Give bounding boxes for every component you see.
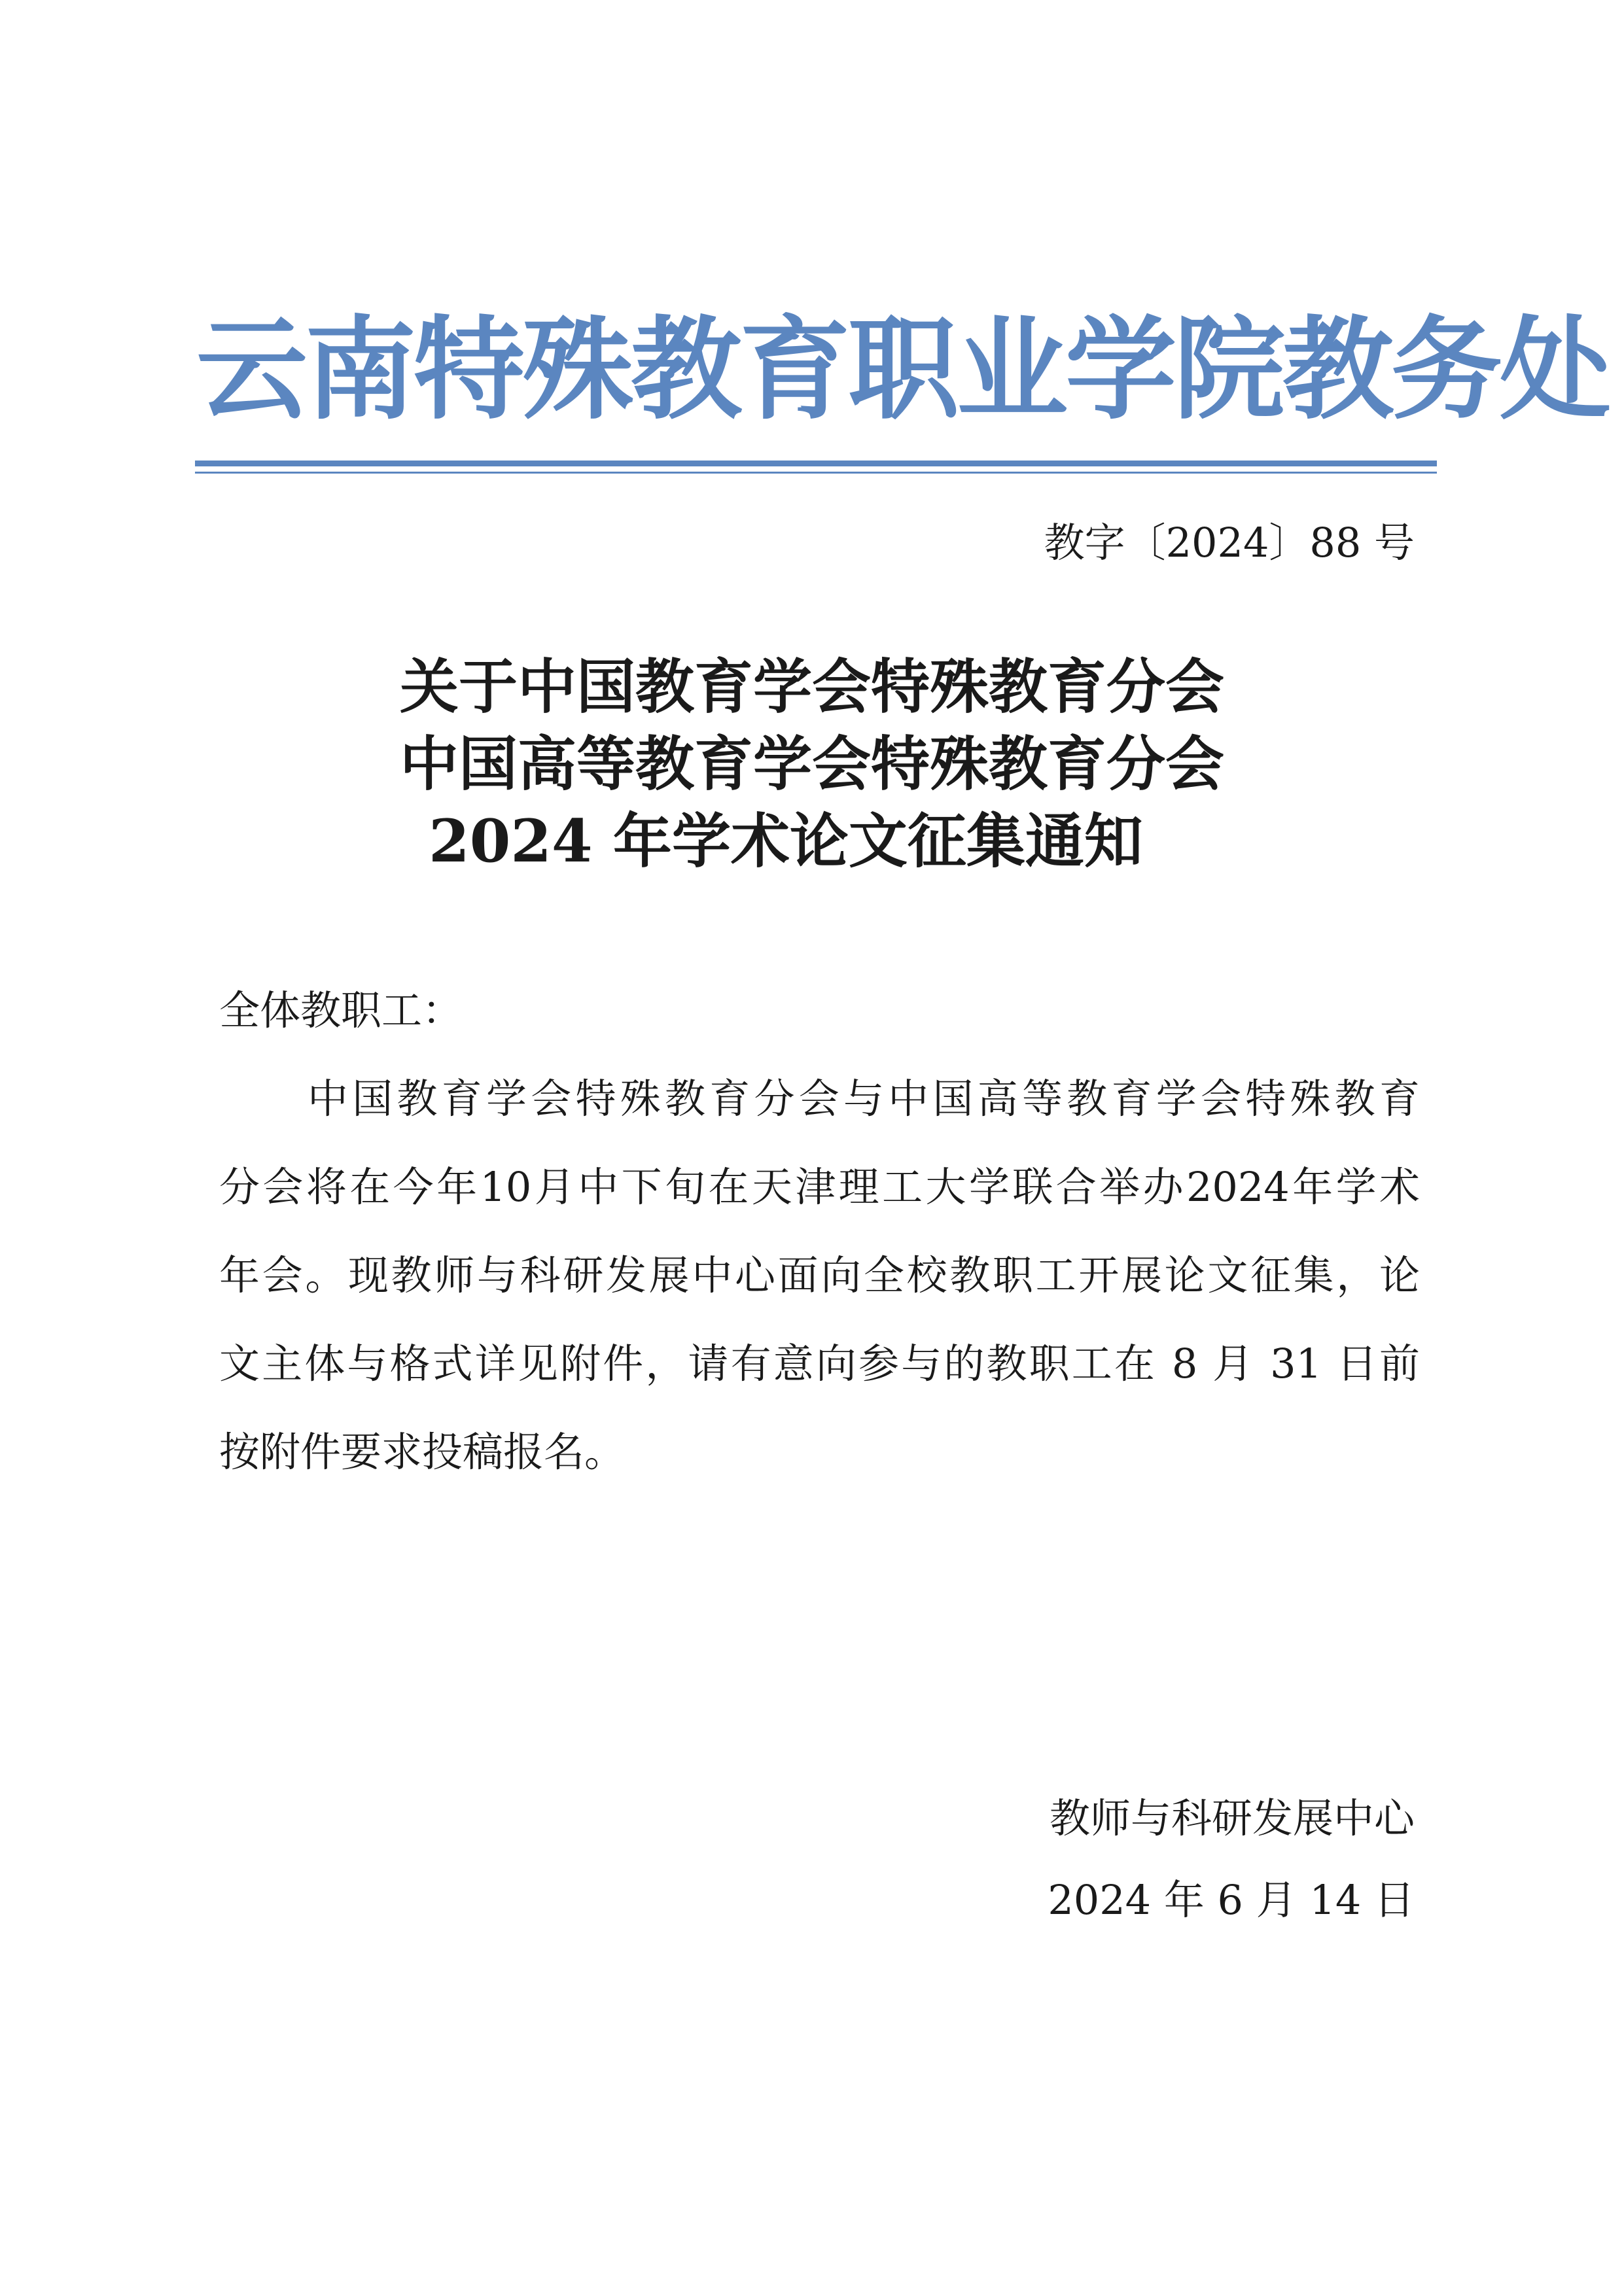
document-number: 教字〔2024〕88 号	[1044, 519, 1415, 566]
title-line-3: 2024 年学术论文征集通知	[429, 807, 1143, 876]
header-rule-thick	[195, 461, 1437, 466]
title-line-2: 中国高等教育学会特殊教育分会	[400, 729, 1224, 799]
body-line-4: 文主体与格式详见附件，请有意向参与的教职工在 8 月 31 日前	[219, 1340, 1420, 1387]
body-line-1: 中国教育学会特殊教育分会与中国高等教育学会特殊教育	[308, 1075, 1420, 1122]
signature-organization: 教师与科研发展中心	[1049, 1794, 1415, 1842]
body-line-5: 按附件要求投稿报名。	[219, 1428, 626, 1476]
body-line-3: 年会。现教师与科研发展中心面向全校教职工开展论文征集，论	[219, 1251, 1420, 1299]
header-rule-thin	[195, 472, 1437, 474]
organization-header: 云南特殊教育职业学院教务处	[196, 304, 1609, 435]
title-line-1: 关于中国教育学会特殊教育分会	[400, 652, 1224, 722]
body-line-2: 分会将在今年10月中下旬在天津理工大学联合举办2024年学术	[219, 1163, 1420, 1211]
signature-date: 2024 年 6 月 14 日	[1048, 1876, 1415, 1924]
salutation: 全体教职工：	[219, 986, 463, 1034]
